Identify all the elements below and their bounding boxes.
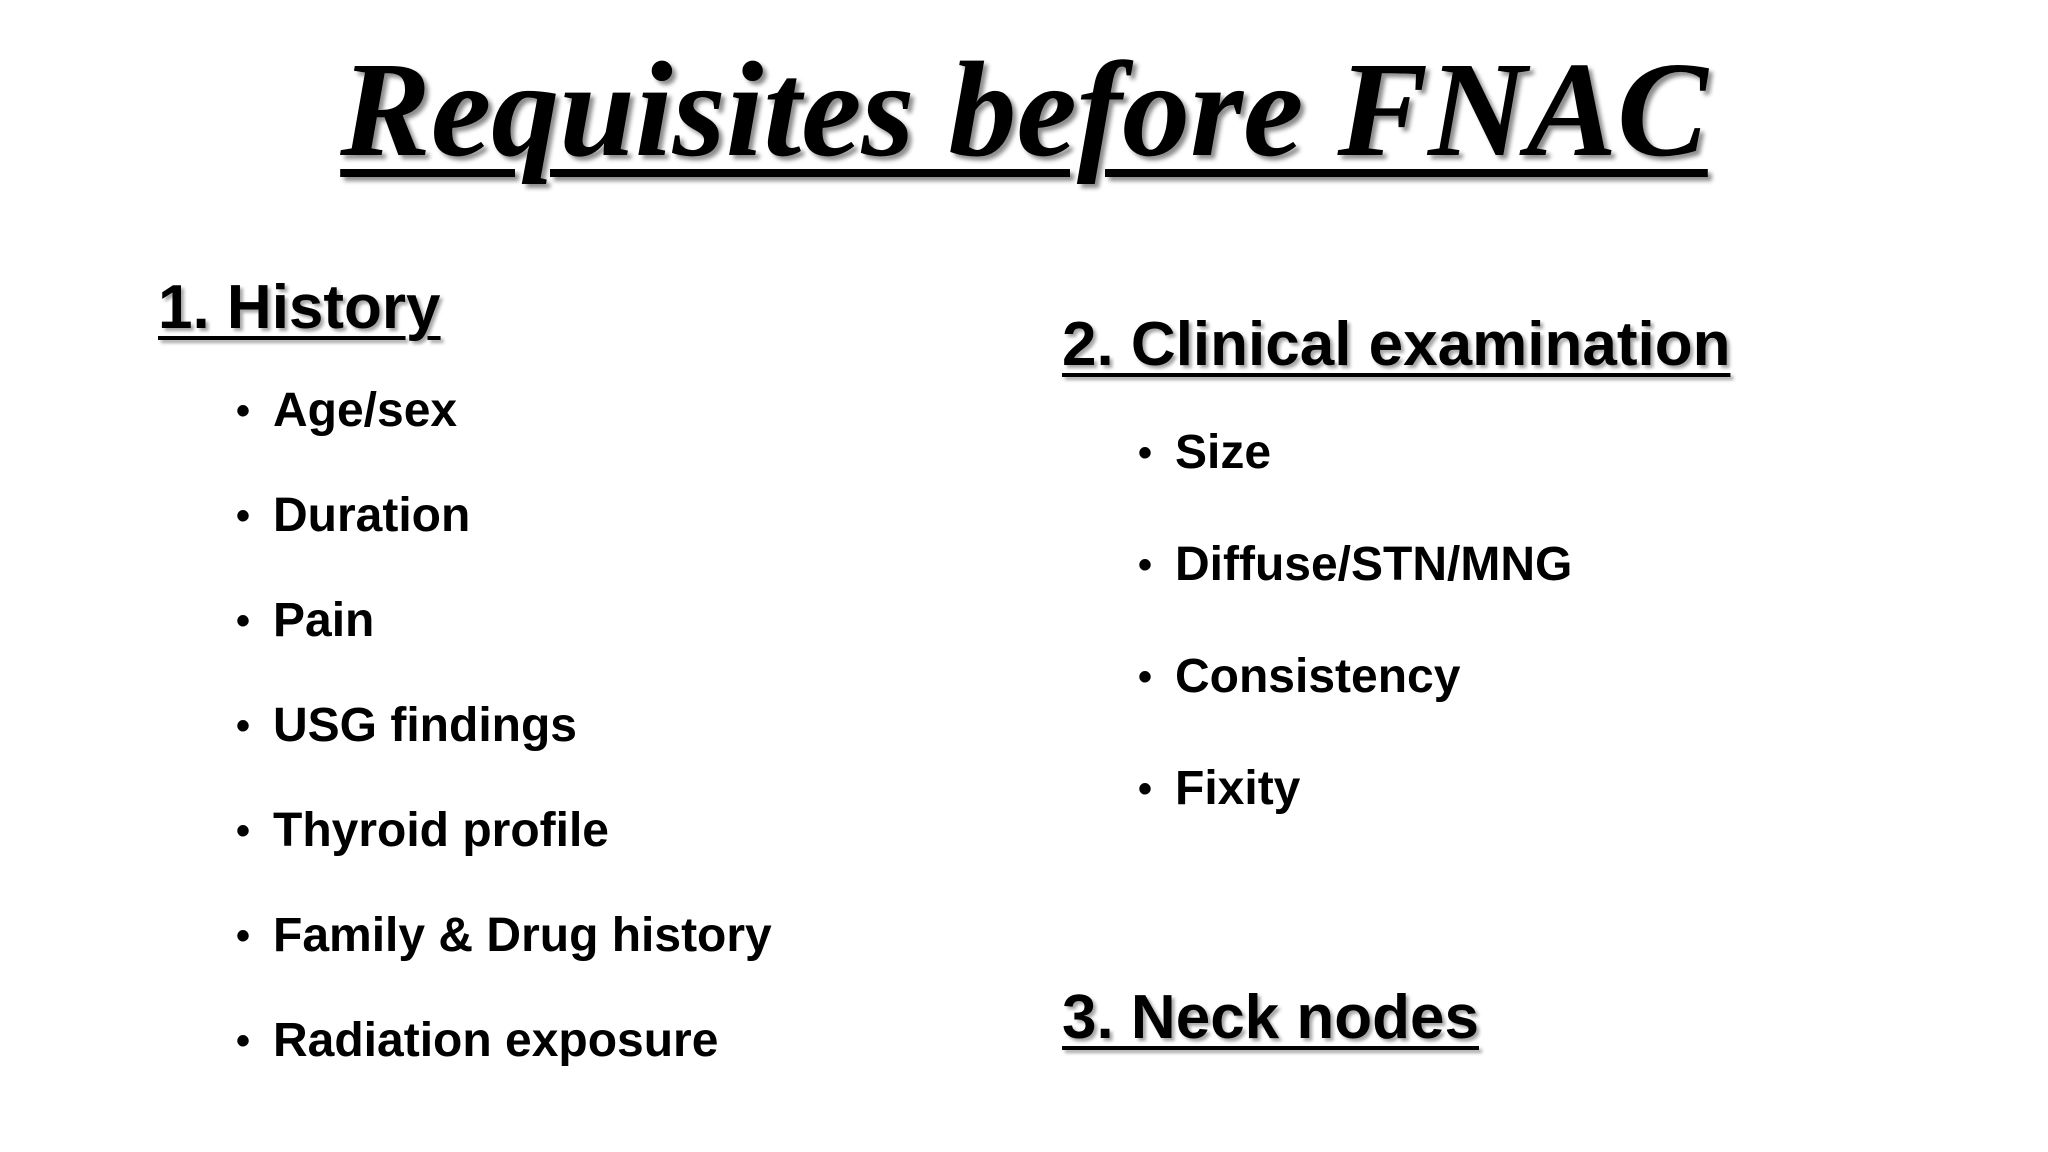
list-item-label: Size [1175, 426, 1272, 479]
bullet-icon: • [236, 809, 251, 853]
list-item-label: USG findings [273, 699, 577, 752]
slide-title-text: Requisites before FNAC [340, 35, 1708, 185]
section-heading-neck-nodes [1062, 982, 1479, 1054]
list-item [236, 906, 772, 1011]
section-heading-clinical-examination-text: 2. Clinical examination [1062, 310, 1731, 379]
bullet-icon: • [1138, 655, 1153, 699]
section-heading-clinical-examination [1062, 309, 1730, 381]
list-item-label: Consistency [1175, 650, 1461, 703]
list-item [1138, 535, 1572, 647]
list-item [236, 696, 772, 801]
list-item [1138, 759, 1572, 871]
section-heading-neck-nodes-text: 3. Neck nodes [1062, 983, 1479, 1052]
list-item-label: Family & Drug history [273, 909, 772, 962]
bullet-icon: • [236, 1019, 251, 1063]
history-list [236, 381, 772, 1116]
bullet-icon: • [1138, 767, 1153, 811]
list-item-label: Duration [273, 489, 471, 542]
list-item-label: Age/sex [273, 384, 458, 437]
list-item [1138, 647, 1572, 759]
list-item-label: Diffuse/STN/MNG [1175, 538, 1573, 591]
slide-title [0, 35, 2048, 185]
section-heading-history-text: 1. History [158, 273, 441, 342]
list-item-label: Pain [273, 594, 375, 647]
list-item-label: Fixity [1175, 762, 1301, 815]
list-item-label: Radiation exposure [273, 1014, 719, 1067]
clinical-examination-list [1138, 423, 1572, 871]
bullet-icon: • [236, 494, 251, 538]
list-item [1138, 423, 1572, 535]
list-item [236, 1011, 772, 1116]
list-item [236, 381, 772, 486]
bullet-icon: • [236, 389, 251, 433]
list-item [236, 486, 772, 591]
list-item-label: Thyroid profile [273, 804, 609, 857]
list-item [236, 801, 772, 906]
list-item [236, 591, 772, 696]
bullet-icon: • [236, 704, 251, 748]
bullet-icon: • [236, 914, 251, 958]
section-heading-history [158, 272, 441, 344]
bullet-icon: • [1138, 431, 1153, 475]
bullet-icon: • [236, 599, 251, 643]
bullet-icon: • [1138, 543, 1153, 587]
